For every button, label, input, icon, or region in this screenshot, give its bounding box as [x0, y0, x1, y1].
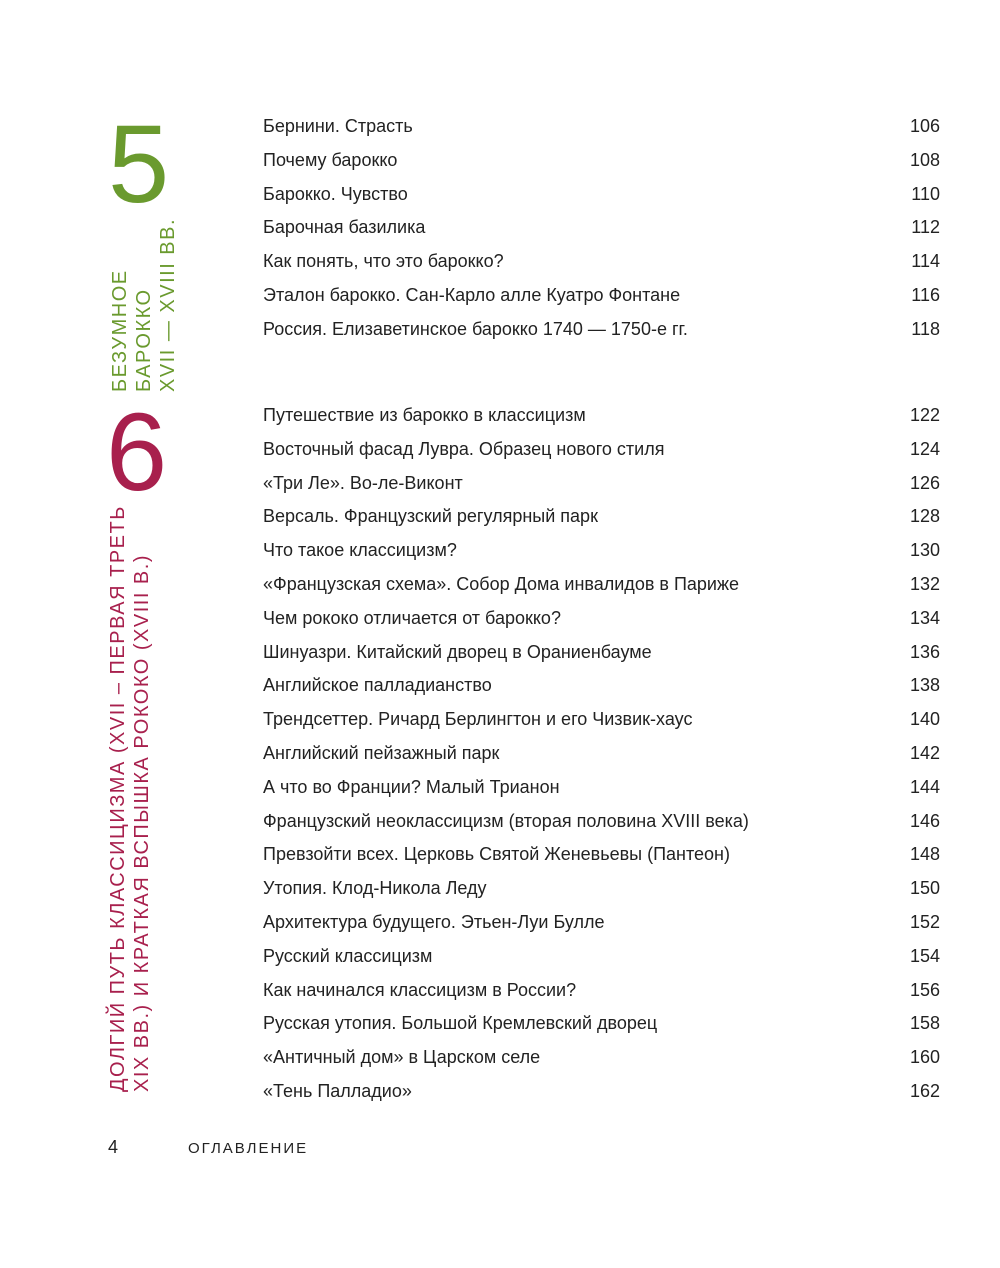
- chapter-5-title-line: XVII — XVIII ВВ.: [157, 217, 179, 392]
- toc-entry-title: Версаль. Французский регулярный парк: [263, 506, 598, 527]
- toc-entry-page: 142: [909, 742, 940, 763]
- toc-entry-title: Французский неоклассицизм (вторая половина XVIII века): [263, 810, 749, 831]
- toc-entry[interactable]: [263, 112, 940, 146]
- toc-entry-title: Эталон барокко. Сан-Карло алле Куатро Фонтане: [263, 284, 681, 305]
- toc-entry-page: 148: [909, 844, 940, 865]
- toc-entry[interactable]: [263, 671, 940, 705]
- chapter-6-title: [106, 505, 154, 1092]
- toc-entry-page: 152: [909, 911, 940, 932]
- toc-entry-page: 136: [909, 641, 940, 662]
- toc-entry-title: Превзойти всех. Церковь Святой Женевьевы (Пантеон): [263, 844, 730, 865]
- toc-entry-page: 156: [909, 979, 940, 1000]
- toc-entry[interactable]: [263, 281, 940, 315]
- footer-page-number: 4: [108, 1137, 119, 1157]
- toc-entry-title: Архитектура будущего. Этьен-Луи Булле: [263, 911, 605, 932]
- toc-entry-page: 112: [911, 217, 940, 238]
- toc-entry-title: Что такое классицизм?: [263, 540, 457, 561]
- toc-entry-page: 134: [909, 607, 940, 628]
- toc-entry-title: Восточный фасад Лувра. Образец нового стиля: [263, 438, 665, 459]
- toc-entry[interactable]: [263, 213, 940, 247]
- toc-entry[interactable]: [263, 1043, 940, 1077]
- toc-entry-page: 146: [909, 810, 940, 831]
- toc-entry[interactable]: [263, 469, 940, 503]
- toc-entry-title: Как начинался классицизм в России?: [263, 979, 577, 1000]
- toc-entry-title: Путешествие из барокко в классицизм: [263, 405, 586, 425]
- toc-entry-title: Русская утопия. Большой Кремлевский дворец: [263, 1013, 658, 1034]
- toc-entry-page: 116: [911, 284, 940, 305]
- toc-entry[interactable]: [263, 840, 940, 874]
- toc-entry[interactable]: [263, 874, 940, 908]
- toc-entry[interactable]: [263, 604, 940, 638]
- toc-entry-title: «Три Ле». Во-ле-Виконт: [263, 472, 463, 493]
- toc-entry-page: 130: [909, 540, 940, 561]
- toc-entry-page: 150: [909, 878, 940, 899]
- toc-entry[interactable]: [263, 401, 940, 435]
- toc-entry-title: Бернини. Страсть: [263, 116, 413, 136]
- toc-entry-page: 138: [909, 675, 940, 696]
- toc-entry-title: Трендсеттер. Ричард Берлингтон и его Чизвик-хаус: [263, 709, 693, 730]
- toc-entry-page: 124: [909, 438, 940, 459]
- toc-entry-page: 106: [909, 116, 940, 136]
- chapter-6-title-line: XIX ВВ.) И КРАТКАЯ ВСПЫШКА РОКОКО (XVIII В.): [131, 554, 153, 1092]
- toc-entry-page: 108: [909, 149, 940, 170]
- toc-entry[interactable]: [263, 942, 940, 976]
- toc-entry[interactable]: [263, 1009, 940, 1043]
- chapter-5-number: 5: [108, 103, 170, 226]
- toc-entry[interactable]: [263, 773, 940, 807]
- toc-entry-page: 128: [909, 506, 940, 527]
- toc-entry[interactable]: [263, 1077, 940, 1111]
- chapter-5-title-line: БЕЗУМНОЕ: [109, 269, 131, 392]
- toc-entry[interactable]: [263, 315, 940, 349]
- toc-entry-title: Как понять, что это барокко?: [263, 251, 504, 272]
- toc-entry[interactable]: [263, 739, 940, 773]
- toc-entry-title: А что во Франции? Малый Трианон: [263, 776, 560, 797]
- chapter-6-number: 6: [106, 391, 168, 514]
- toc-entry-page: 126: [909, 472, 940, 493]
- toc-entry-page: 132: [909, 573, 940, 594]
- toc-entry-title: Барочная базилика: [263, 217, 426, 238]
- toc-entry[interactable]: [263, 502, 940, 536]
- toc-entry-page: 114: [911, 251, 940, 272]
- chapter-5-title-line: БАРОККО: [133, 288, 155, 392]
- toc-entry-title: Английское палладианство: [263, 675, 492, 696]
- toc-entry-page: 140: [909, 709, 940, 730]
- chapter-5-toc: [263, 112, 940, 349]
- toc-entry-title: «Античный дом» в Царском селе: [263, 1047, 541, 1068]
- toc-entry[interactable]: [263, 908, 940, 942]
- toc-entry-title: Барокко. Чувство: [263, 183, 408, 204]
- toc-entry[interactable]: [263, 705, 940, 739]
- toc-entry[interactable]: [263, 638, 940, 672]
- chapter-5-title: [108, 218, 180, 392]
- toc-entry-page: 158: [909, 1013, 940, 1034]
- toc-entry-title: Английский пейзажный парк: [263, 742, 500, 763]
- toc-entry[interactable]: [263, 976, 940, 1010]
- toc-entry-title: Россия. Елизаветинское барокко 1740 — 1750-е гг.: [263, 318, 688, 339]
- toc-entry-page: 154: [909, 945, 940, 966]
- toc-entry[interactable]: [263, 180, 940, 214]
- toc-entry[interactable]: [263, 536, 940, 570]
- footer-section-title: ОГЛАВЛЕНИЕ: [188, 1140, 309, 1157]
- toc-entry[interactable]: [263, 146, 940, 180]
- toc-entry-page: 118: [911, 318, 940, 339]
- toc-entry-title: Утопия. Клод-Никола Леду: [263, 878, 487, 899]
- toc-entry-title: «Тень Палладио»: [263, 1080, 412, 1101]
- chapter-6-toc: [263, 401, 940, 1111]
- chapter-6-title-line: ДОЛГИЙ ПУТЬ КЛАССИЦИЗМА (XVII – ПЕРВАЯ ТРЕТЬ: [107, 505, 129, 1092]
- toc-entry[interactable]: [263, 435, 940, 469]
- toc-entry-title: Шинуазри. Китайский дворец в Ораниенбауме: [263, 641, 652, 662]
- toc-entry-page: 162: [909, 1080, 940, 1101]
- toc-entry-title: «Французская схема». Собор Дома инвалидов в Париже: [263, 573, 740, 594]
- toc-entry-title: Почему барокко: [263, 149, 398, 170]
- toc-entry-page: 122: [909, 405, 940, 425]
- toc-entry[interactable]: [263, 807, 940, 841]
- toc-entry-title: Чем рококо отличается от барокко?: [263, 607, 561, 628]
- toc-entry-page: 144: [909, 776, 940, 797]
- toc-entry-page: 110: [911, 183, 940, 204]
- toc-entry[interactable]: [263, 570, 940, 604]
- toc-entry-page: 160: [909, 1047, 940, 1068]
- toc-entry[interactable]: [263, 247, 940, 281]
- toc-entry-title: Русский классицизм: [263, 945, 433, 966]
